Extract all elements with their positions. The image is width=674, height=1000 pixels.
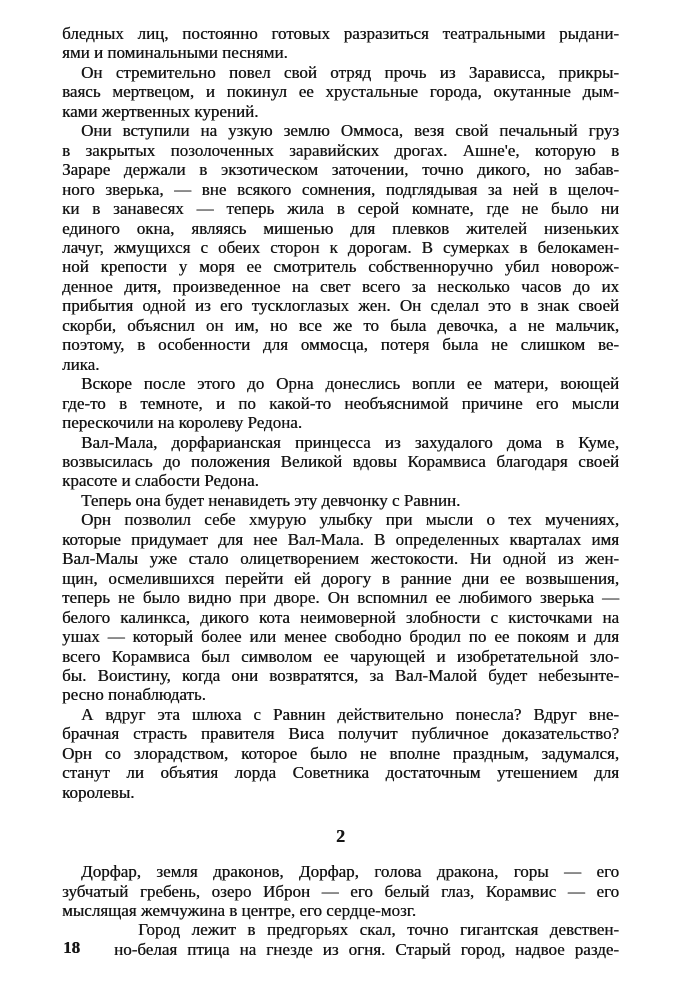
text-line: скорби, объяснил он им, но все же то была девочка, а не мальчик,: [62, 315, 619, 335]
text-line: Дорфар, земля драконов, Дорфар, голова дракона, горы — его: [81, 862, 619, 882]
text-line: ной крепости у моря ее смотритель собственноручно убил новорож-: [62, 257, 619, 277]
text-line: Зараре держали в экзотическом заточении, точно дикого, но забав-: [62, 160, 619, 180]
page-number: 18: [63, 938, 80, 957]
text-line: Орн позволил себе хмурую улыбку при мысли о тех мучениях,: [81, 510, 619, 530]
text-line: брачная страсть правителя Виса получит публичное доказательство?: [62, 724, 619, 744]
text-line: белого калинкса, дикого кота неимоверной злобности с кисточками на: [62, 607, 619, 627]
text-line: в закрытых позолоченных заравийских дрогах. Ашне'е, которую в: [62, 140, 619, 160]
text-line: ваясь мертвецом, и покинул ее хрустальные города, окутанные дым-: [62, 82, 619, 102]
text-line: ки в занавесях — теперь жила в серой комнате, где не было ни: [62, 199, 619, 219]
text-line: ресно понаблюдать.: [62, 685, 206, 705]
text-line: щин, осмелившихся перейти ей дорогу в ранние дни ее возвышения,: [62, 568, 619, 588]
text-line: ями и поминальными песнями.: [62, 43, 288, 63]
text-line: возвысилась до положения Великой вдовы Корамвиса благодаря своей: [62, 451, 619, 471]
text-line: поэтому, в особенности для оммосца, потеря была не слишком ве-: [62, 335, 619, 355]
text-line: лачуг, жмущихся с обеих сторон к дорогам. В сумерках в белокамен-: [62, 237, 619, 257]
body-text-part2: [62, 862, 619, 920]
text-line: мыслящая жемчужина в центре, его сердце-мозг.: [62, 901, 416, 921]
text-line: перескочили на королеву Редона.: [62, 413, 302, 433]
text-line: красоте и слабости Редона.: [62, 471, 259, 491]
text-line: бледных лиц, постоянно готовых разразиться театральными рыдани-: [62, 24, 619, 43]
text-line: Он стремительно повел свой отряд прочь из Зарависса, прикры-: [81, 62, 619, 82]
text-line: Орн со злорадством, которое было не вполне праздным, задумался,: [62, 743, 619, 763]
text-line: Они вступили на узкую землю Оммоса, везя свой печальный груз: [81, 121, 619, 141]
text-line: станут ли объятия лорда Советника достаточным утешением для: [62, 763, 619, 783]
text-line: королевы.: [62, 782, 135, 802]
text-line: Вскоре после этого до Орна донеслись вопли ее матери, воющей: [81, 374, 619, 394]
text-line: но-белая птица на гнезде из огня. Старый город, надвое разде-: [114, 939, 619, 959]
text-line: где-то в темноте, и по какой-то необъяснимой причине его мысли: [62, 393, 619, 413]
text-line: ушах — который более или менее свободно бродил по ее покоям и для: [62, 627, 619, 647]
section-heading: 2: [336, 826, 345, 847]
text-line: денное дитя, произведенное на свет всего за несколько часов до их: [62, 276, 619, 296]
text-line: ного зверька, — вне всякого сомнения, подглядывая за ней в щелоч-: [62, 179, 619, 199]
text-line: бы. Воистину, когда они возвратятся, за Вал-Малой будет небезынте-: [62, 665, 619, 685]
text-line: Теперь она будет ненавидеть эту девчонку с Равнин.: [81, 490, 461, 510]
text-line: Вал-Мала, дорфарианская принцесса из захудалого дома в Куме,: [81, 432, 619, 452]
text-line: Город лежит в предгорьях скал, точно гигантская девствен-: [138, 920, 619, 940]
text-line: Вал-Малы уже стало олицетворением жестокости. Ни одной из жен-: [62, 549, 619, 569]
text-line: теперь не было видно при дворе. Он вспомнил ее любимого зверька —: [62, 588, 619, 608]
text-line: всего Корамвиса был символом ее чарующей и изобретательной зло-: [62, 646, 619, 666]
text-line: которые придумает для нее Вал-Мала. В определенных кварталах имя: [62, 529, 619, 549]
text-line: ками жертвенных курений.: [62, 101, 259, 121]
body-text-part1: [62, 24, 619, 802]
text-line: прибытия одной из его тусклоглазых жен. Он сделал это в знак своей: [62, 296, 619, 316]
text-line: зубчатый гребень, озеро Иброн — его белый глаз, Корамвис — его: [62, 881, 619, 901]
body-text-part3: [114, 920, 619, 959]
text-line: А вдруг эта шлюха с Равнин действительно понесла? Вдруг вне-: [81, 704, 619, 724]
text-line: единого окна, являясь мишенью для плевков жителей низеньких: [62, 218, 619, 238]
text-line: лика.: [62, 354, 100, 374]
